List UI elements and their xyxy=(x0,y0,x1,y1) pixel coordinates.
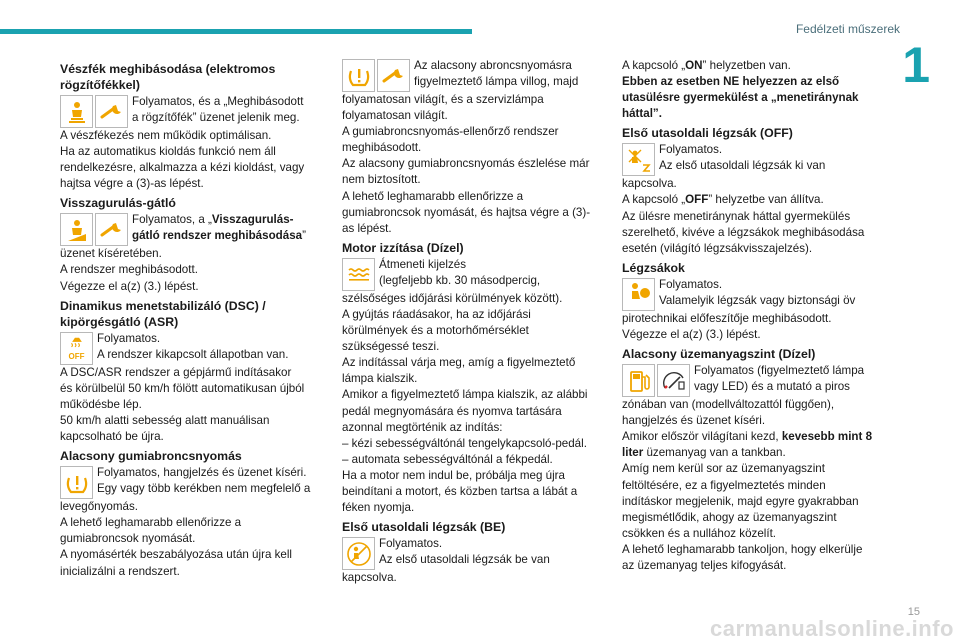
tyre-pressure-warning-icon xyxy=(342,59,375,92)
section-glow-plug: Motor izzítása (Dízel) Átmeneti kijelzés (legfeljebb kb. 30 másodpercig, szélsőséges időjárási körülmények között). A gyújtás ráadásakor, ha az időjárási körülmények és a motorhőmérséklet szükségessé teszi. Az indítással várja meg, amíg a figyelmeztető lámpa kialszik. Amikor a figyelmeztető lámpa kialszik, az alábbi pedál megnyomására és nyomva tartására azonnal megtörténik az indítás: – kézi sebességváltónál tengelykapcsoló-pedál. – automata sebességváltónál a fékpedál. Ha a motor nem indul be, próbálja meg újra beindítani a motort, és közben tartsa a lábát a féken nyomja. xyxy=(342,240,604,516)
warning-entry: Folyamatos (figyelmeztető lámpa vagy LED) és a mutató a piros xyxy=(622,363,884,397)
section-heading: Visszagurulás-gátló xyxy=(60,196,176,211)
icon-group xyxy=(342,258,375,291)
column-middle xyxy=(342,58,604,586)
warning-entry: Folyamatos, és a „Meghibásodott a rögzítőfék” üzenet jelenik meg. xyxy=(60,94,322,128)
section-airbags: Légzsákok Folyamatos. Valamelyik légzsák vagy biztonsági öv pirotechnikai előfeszítője meghibásodott. Végezze el a(z) (3.) lépést. xyxy=(622,260,884,343)
chapter-title: Fedélzeti műszerek xyxy=(795,22,900,36)
icon-group xyxy=(622,364,690,397)
icon-group xyxy=(60,332,93,365)
section-dsc-asr: Dinamikus menetstabilizáló (DSC) / kipörgésgátló (ASR) OFF Folyamatos. A rendszer kikapcsolt állapotban van. A DSC/ASR rendszer a gépjármű indításakor és körülbelül 50 km/h fölött automatikusan újból működésbe lép. 50 km/h alatti sebesség alatt manuálisan kapcsolható be újra. xyxy=(60,298,322,445)
section-airbag-on-note: A kapcsoló „ON” helyzetben van. Ebben az esetben NE helyezzen az első utasülésre gyermekülést a „menetiránynak háttal”. xyxy=(622,59,859,121)
warning-entry: OFF Folyamatos. A rendszer kikapcsolt állapotban van. xyxy=(60,331,322,365)
icon-group xyxy=(622,143,655,176)
warning-entry: Folyamatos. Az első utasoldali légzsák be van xyxy=(342,536,604,570)
section-passenger-airbag-on: Első utasoldali légzsák (BE) Folyamatos. Az első utasoldali légzsák be van kapcsolva. xyxy=(342,519,604,586)
passenger-airbag-off-icon xyxy=(622,143,655,176)
icon-group xyxy=(622,278,655,311)
section-heading: Alacsony gumiabroncsnyomás xyxy=(60,449,242,464)
section-low-fuel: Alacsony üzemanyagszint (Dízel) Folyamatos (figyelmeztető lámpa vagy LED) és a mutató a piros zónában van (modellváltozattól függően), hangjelzés és üzenet kíséri. Amikor először világítani kezd, kevesebb mint 8 liter üzemanyag van a tankban. Amíg nem kerül sor az üzemanyagszint feltöltésére, ez a figyelmeztetés minden indításkor megjelenik, majd egyre gyakrabban megismétlődik, ahogy az üzemanyagszint csökken és a nullához közelít. A lehető leghamarabb tankoljon, hogy elkerülje az üzemanyag teljes kifogyását. xyxy=(622,346,884,574)
icon-group xyxy=(60,213,128,246)
icon-group xyxy=(342,59,410,92)
section-low-tyre-pressure: Alacsony gumiabroncsnyomás Folyamatos, hangjelzés és üzenet kíséri. Egy vagy több kerékben nem megfelelő a levegőnyomás. A lehető leghamarabb ellenőrizze a gumiabroncsok nyomását. A nyomásérték beszabályozása után újra kell inicializálni a rendszert. xyxy=(60,448,322,579)
warning-entry: Folyamatos, hangjelzés és üzenet kíséri. Egy vagy több kerékben nem megfelelő a xyxy=(60,465,322,499)
header-accent-bar xyxy=(0,29,472,34)
warning-entry: Folyamatos. Az első utasoldali légzsák ki van xyxy=(622,142,884,176)
section-heading: Első utasoldali légzsák (BE) xyxy=(342,520,506,535)
watermark: carmanualsonline.info xyxy=(710,616,954,640)
section-heading: Motor izzítása (Dízel) xyxy=(342,240,464,255)
warning-entry: Átmeneti kijelzés (legfeljebb kb. 30 másodpercig, xyxy=(342,257,604,291)
section-passenger-airbag-off: Első utasoldali légzsák (OFF) Folyamatos. Az első utasoldali légzsák ki van kapcsolva. A kapcsoló „OFF” helyzetbe van állítva. Az ülésre menetiránynak háttal gyermekülés szerelhető, kivéve a légzsákok meghibásodása esetén (világító légzsákvisszajelzés). xyxy=(622,125,884,256)
warning-entry: Folyamatos, a „Visszagurulás- gátló rendszer meghibásodása” xyxy=(60,212,322,246)
airbag-warning-icon xyxy=(622,278,655,311)
section-tyre-pressure-fault: Az alacsony abroncsnyomásra figyelmeztető lámpa villog, majd folyamatosan világít, és a szervizlámpa folyamatosan világít. A gumiabroncsnyomás-ellenőrző rendszer meghibásodott. Az alacsony gumiabroncsnyomás észlelése már nem biztosított. A lehető leghamarabb ellenőrizze a gumiabroncsok nyomását, és hajtsa végre a (3)- as lépést. xyxy=(342,58,604,237)
fuel-pump-icon xyxy=(622,364,655,397)
column-right xyxy=(622,58,884,574)
hill-start-assist-icon xyxy=(60,213,93,246)
fuel-gauge-icon xyxy=(657,364,690,397)
icon-group xyxy=(60,466,93,499)
wrench-service-icon xyxy=(377,59,410,92)
wrench-service-icon xyxy=(95,95,128,128)
section-heading: Első utasoldali légzsák (OFF) xyxy=(622,126,793,141)
section-heading: Légzsákok xyxy=(622,260,685,275)
icon-group xyxy=(60,95,128,128)
section-hill-start-assist: Visszagurulás-gátló Folyamatos, a „Visszagurulás- gátló rendszer meghibásodása” üzenet kíséretében. A rendszer meghibásodott. Végezze el a(z) (3.) lépést. xyxy=(60,195,322,294)
column-left xyxy=(60,58,322,580)
warning-entry: Folyamatos. Valamelyik légzsák vagy biztonsági öv xyxy=(622,277,884,311)
warning-entry: Az alacsony abroncsnyomásra figyelmeztető lámpa villog, majd xyxy=(342,58,604,92)
wrench-service-icon xyxy=(95,213,128,246)
icon-group xyxy=(342,537,375,570)
diesel-glow-plug-icon xyxy=(342,258,375,291)
chapter-number: 1 xyxy=(902,37,930,93)
section-heading: Dinamikus menetstabilizáló (DSC) / kipörgésgátló (ASR) xyxy=(60,298,266,329)
section-heading: Alacsony üzemanyagszint (Dízel) xyxy=(622,347,816,362)
tyre-pressure-warning-icon xyxy=(60,466,93,499)
passenger-airbag-on-icon xyxy=(342,537,375,570)
section-heading: Vészfék meghibásodása (elektromos rögzítőfékkel) xyxy=(60,62,276,92)
emergency-brake-warning-icon xyxy=(60,95,93,128)
section-emergency-brake: Vészfék meghibásodása (elektromos rögzítőfékkel) Folyamatos, és a „Meghibásodott a rögzítőfék” üzenet jelenik meg. A vészfékezés nem működik optimálisan. Ha az automatikus kioldás funkció nem áll rendelkezésre, alkalmazza a kézi kioldást, vagy hajtsa végre a (3)-as lépést. xyxy=(60,61,322,192)
dsc-asr-off-icon: OFF xyxy=(60,332,93,365)
page-number: 15 xyxy=(907,606,920,618)
